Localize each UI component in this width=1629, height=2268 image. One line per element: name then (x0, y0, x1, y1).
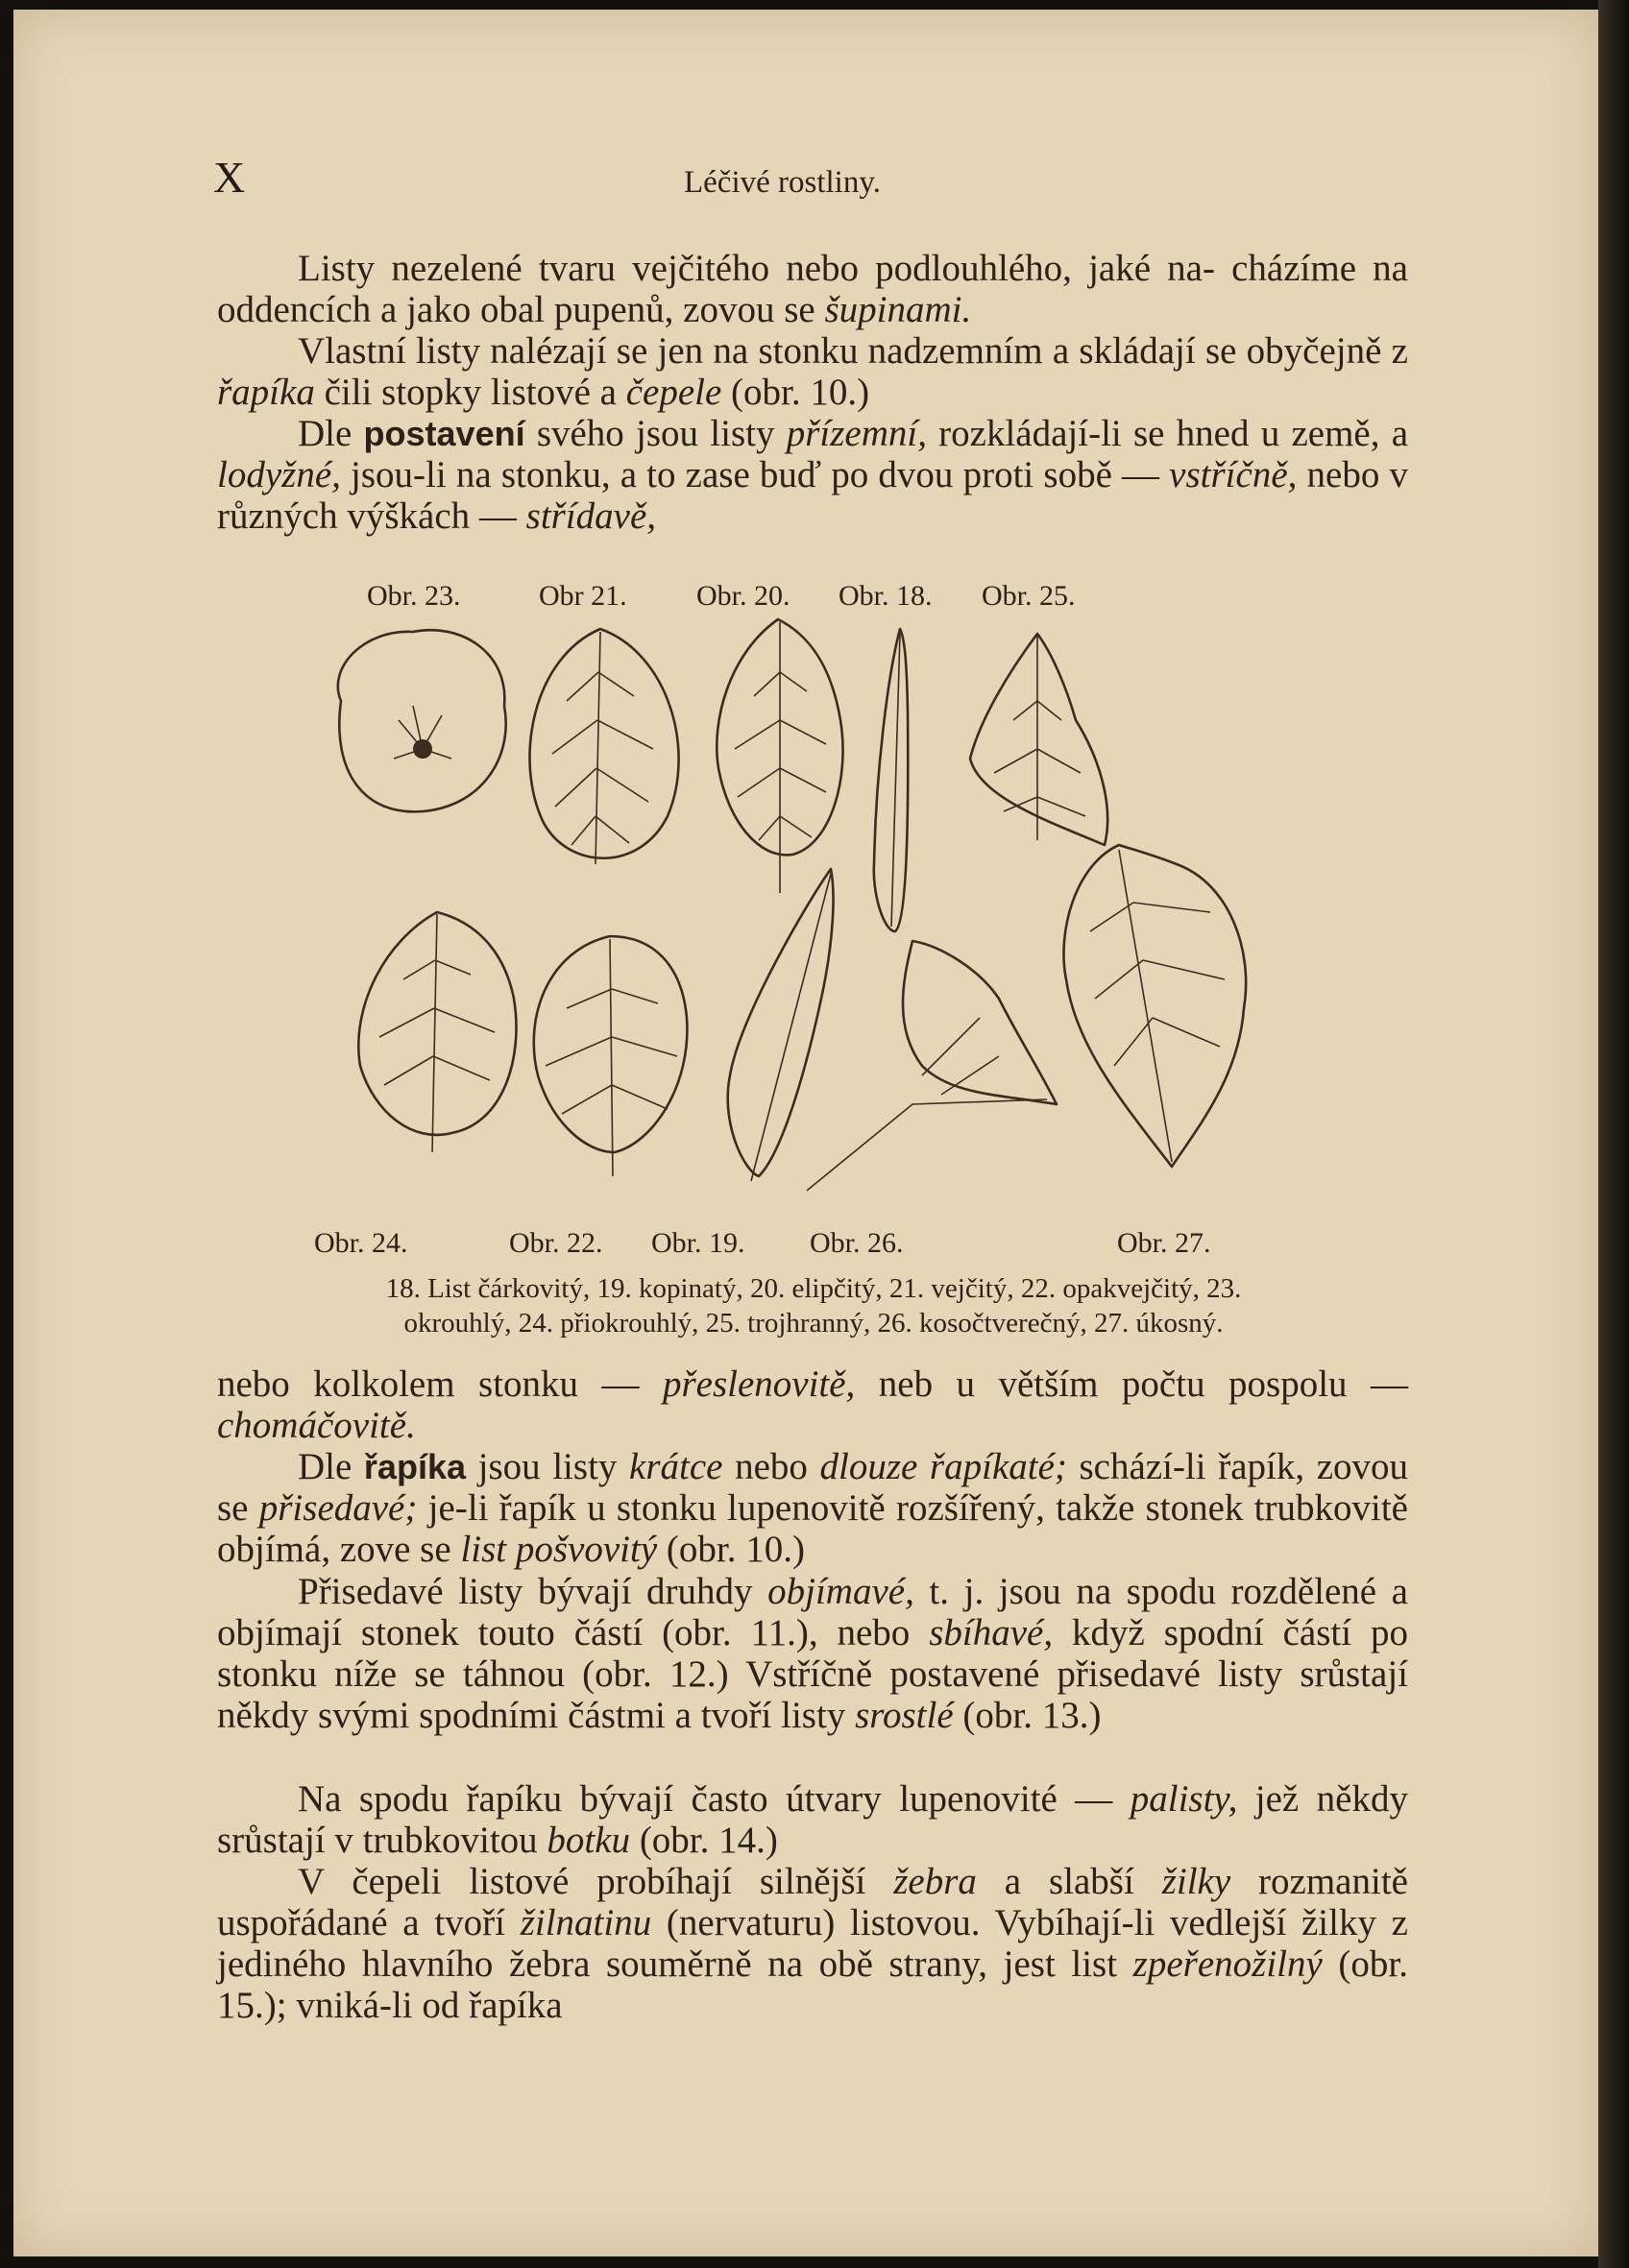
p2-i: nebo v různých výškách — (217, 454, 1408, 537)
figure-caption-line-2: okrouhlý, 24. přiokrouhlý, 25. trojhranný, 26. kosočtverečný, 27. úkosný. (403, 1308, 1224, 1339)
p7-g: (nervaturu) listovou. Vybíhají-li vedlejší žilky z jediného hlavního žebra souměrně na obě strany, jest list (217, 1902, 1408, 1985)
p6-term-botku: botku (547, 1820, 631, 1861)
p7-c: a slabší (976, 1861, 1162, 1902)
p1-term-supiny: šupinami. (824, 289, 972, 330)
p4-term-posvovity: list pošvovitý (460, 1529, 658, 1570)
p2-term-stridave: střídavě, (525, 495, 657, 537)
paragraph-1b (217, 330, 1408, 413)
p1-line2: cházíme na oddencích a jako obal pupenů, zovou se (217, 248, 1408, 330)
leaf-26-rhombic (807, 941, 1057, 1191)
fig-label-24: Obr. 24. (314, 1227, 408, 1259)
leaf-24-roundish (358, 912, 516, 1152)
p7-i: (obr. 15.); vniká-li od řapíka (217, 1943, 1408, 2026)
fig-label-20: Obr. 20. (696, 580, 790, 612)
p1-term-cepel: čepele (625, 372, 722, 413)
p5-c: t. j. jsou na spodu rozdělené a objímají stonek touto částí (obr. 11.), nebo (217, 1571, 1408, 1653)
p5-term-objimave: objímavé, (767, 1571, 914, 1612)
leaf-27-oblique (1063, 845, 1246, 1167)
p4-term-dlouze: dlouze řapíkaté; (819, 1446, 1067, 1487)
running-title: Léčivé rostliny. (684, 165, 881, 200)
p6-a: Na spodu řapíku bývají často útvary lupenovité — (298, 1778, 1131, 1820)
p2-term-vstricne: vstříčně, (1169, 454, 1298, 495)
paragraph-5 (217, 1571, 1408, 1736)
p4-a: Dle (298, 1446, 364, 1487)
p4-term-kratce: krátce (629, 1446, 723, 1487)
paragraph-7 (217, 1861, 1408, 2026)
fig-label-19: Obr. 19. (651, 1227, 745, 1259)
leaf-20-elliptic (717, 619, 842, 893)
leaf-18-linear (874, 629, 909, 931)
book-spine-edge (1598, 0, 1629, 2268)
p4-c: jsou listy (466, 1446, 630, 1487)
p2-g: jsou-li na stonku, a to zase buď po dvou proti sobě — (340, 454, 1170, 495)
p3-c: neb u větším počtu pospolu — (855, 1363, 1408, 1405)
leaf-shapes-illustration (307, 615, 1277, 1210)
p5-a: Přisedavé listy bývají druhdy (298, 1571, 768, 1612)
leaf-21-ovate (530, 629, 679, 864)
page-number: X (213, 153, 246, 202)
p1-line3: Vlastní listy nalézají se jen na stonku nadzemním a skládají (298, 330, 1196, 372)
figure-caption-line-1: 18. List čárkovitý, 19. kopinatý, 20. elipčitý, 21. vejčitý, 22. opakvejčitý, 23. (385, 1273, 1242, 1304)
fig-label-23: Obr. 23. (367, 580, 461, 612)
leaf-23-round (338, 630, 506, 811)
p7-term-zebra: žebra (893, 1861, 977, 1902)
p3-term-preslenovite: přeslenovitě, (662, 1363, 856, 1405)
p1-term-rapik: řapíka (217, 372, 315, 413)
fig-label-18: Obr. 18. (839, 580, 933, 612)
p7-term-zilnatinu: žilnatinu (520, 1902, 652, 1943)
p7-a: V čepeli listové probíhají silnější (298, 1861, 894, 1902)
paragraph-1 (217, 248, 1408, 330)
paragraph-2 (217, 413, 1408, 537)
p2-a: Dle (298, 413, 364, 454)
p4-term-prisedave: přisedavé; (258, 1487, 418, 1529)
p2-c: svého jsou listy (524, 413, 787, 454)
p6-e: (obr. 14.) (630, 1820, 778, 1861)
p1-line4e: (obr. 10.) (721, 372, 870, 413)
leaf-25-triangular (970, 634, 1107, 845)
p7-e: rozmanitě uspořádané a tvoří (217, 1861, 1408, 1943)
fig-label-22: Obr. 22. (509, 1227, 603, 1259)
p2-keyword-postaveni: postavení (363, 414, 525, 453)
fig-label-26: Obr. 26. (810, 1227, 904, 1259)
p5-e: když spodní částí po stonku níže se táhnou (obr. 12.) Vstříčně postavené přisedavé listy srůstají někdy svými spodními částmi a tvoří listy (217, 1612, 1408, 1736)
leaf-22-obovate (534, 936, 688, 1176)
p5-term-sbihave: sbíhavé, (929, 1612, 1054, 1653)
fig-label-25: Obr. 25. (982, 580, 1076, 612)
fig-label-27: Obr. 27. (1117, 1227, 1211, 1259)
p2-term-lodyzne: lodyžné, (217, 454, 341, 495)
paragraph-3 (217, 1363, 1408, 1446)
p1-line4a: se obyčejně z (1204, 330, 1408, 372)
fig-label-21: Obr 21. (539, 580, 627, 612)
p2-term-prizemni: přízemní, (786, 413, 927, 454)
paragraph-6 (217, 1778, 1408, 1861)
paragraph-4 (217, 1446, 1408, 1570)
p4-e: nebo (722, 1446, 820, 1487)
p1-line4c: čili stopky listové a (314, 372, 626, 413)
p6-term-palisty: palisty, (1130, 1778, 1238, 1820)
p5-g: (obr. 13.) (953, 1695, 1102, 1736)
p5-term-srostle: srostlé (855, 1695, 954, 1736)
p3-a: nebo kolkolem stonku — (217, 1363, 663, 1405)
p2-e: rozkládají-li se hned u země, a (926, 413, 1408, 454)
p7-term-zperenozilny: zpeřenožilný (1132, 1943, 1323, 1985)
p7-term-zilky: žilky (1161, 1861, 1231, 1902)
p4-g: schází-li řapík, zovou se (217, 1446, 1409, 1529)
leaf-19-lanceolate (728, 869, 834, 1181)
p4-k: (obr. 10.) (657, 1529, 805, 1570)
p4-keyword-rapika: řapíka (363, 1447, 466, 1486)
p1-line1: Listy nezelené tvaru vejčitého nebo podlouhlého, jaké na- (298, 248, 1215, 289)
p3-term-chomacovite: chomáčovitě. (217, 1405, 416, 1446)
p4-i: je-li řapík u stonku lupenovitě rozšířený, takže stonek trubkovitě objímá, zove se (217, 1487, 1408, 1570)
p6-c: jež někdy srůstají v trubkovitou (217, 1778, 1408, 1861)
